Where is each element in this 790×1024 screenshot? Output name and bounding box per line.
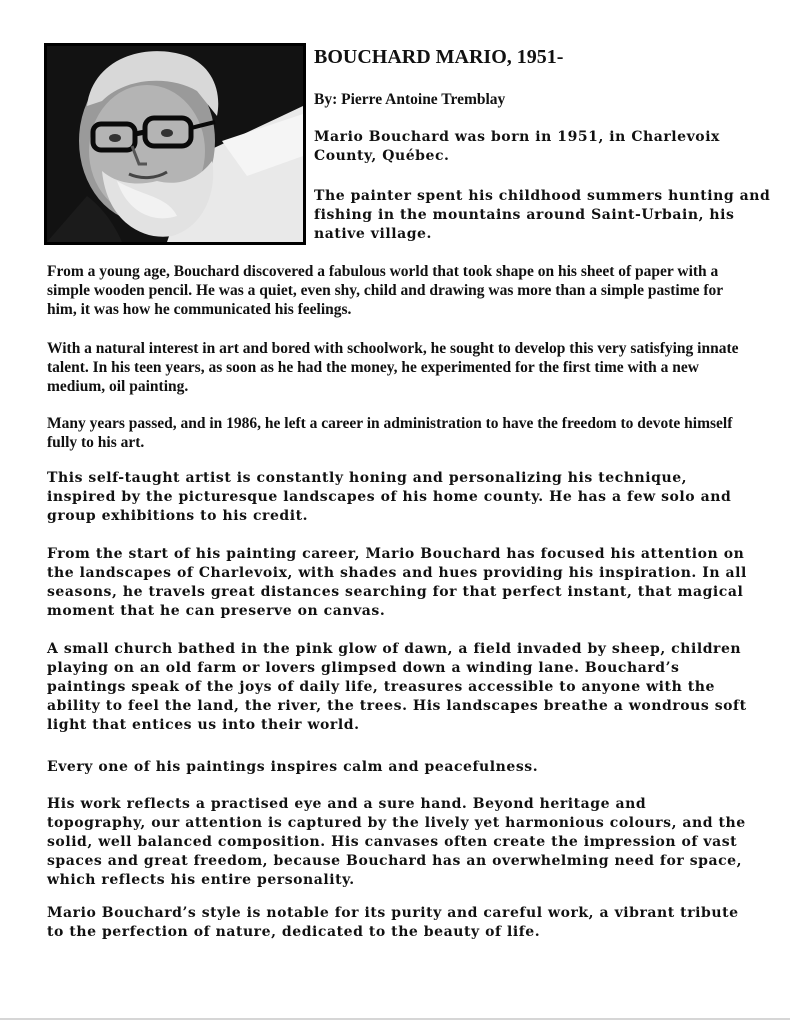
paragraph-natural-interest: With a natural interest in art and bored with schoolwork, he sought to develop this very satisfying innate talent. In his teen years, as soon as he had the money, he experimented for the first time with a new medium, oil painting.: [47, 340, 739, 395]
paragraph-charlevoix-landscapes: From the start of his painting career, Mario Bouchard has focused his attention on the landscapes of Charlevoix, with shades and hues providing his inspiration. In all seasons, he travels great distances searching for that perfect instant, that magical moment that he can preserve on canvas.: [47, 546, 747, 619]
paragraph-career-change: Many years passed, and in 1986, he left a career in administration to have the freedom to devote himself fully to his art.: [47, 415, 733, 451]
article-byline: By: Pierre Antoine Tremblay: [314, 91, 506, 108]
article-title: BOUCHARD MARIO, 1951-: [314, 46, 564, 68]
intro-paragraph-childhood: The painter spent his childhood summers hunting and fishing in the mountains around Saint-Urbain, his native village.: [314, 188, 771, 242]
paragraph-self-taught: This self-taught artist is constantly honing and personalizing his technique, inspired by the picturesque landscapes of his home county. He has a few solo and group exhibitions to his credit.: [47, 470, 732, 524]
paragraph-style: Mario Bouchard’s style is notable for its purity and careful work, a vibrant tribute to the perfection of nature, dedicated to the beauty of life.: [47, 905, 739, 940]
portrait-illustration: [47, 46, 303, 242]
intro-paragraph-birth: Mario Bouchard was born in 1951, in Charlevoix County, Québec.: [314, 129, 720, 164]
paragraph-young-age: From a young age, Bouchard discovered a fabulous world that took shape on his sheet of paper with a simple wooden pencil. He was a quiet, even shy, child and drawing was more than a simple pastime for him, it was how he communicated his feelings.: [47, 263, 723, 318]
page-bottom-edge: [0, 1018, 790, 1020]
paragraph-daily-life: A small church bathed in the pink glow of dawn, a field invaded by sheep, children playing on an old farm or lovers glimpsed down a winding lane. Bouchard’s paintings speak of the joys of daily life, treasures accessible to anyone with the ability to feel the land, the river, the trees. His landscapes breathe a wondrous soft light that entices us into their world.: [47, 641, 747, 733]
artist-portrait-photo: [44, 43, 306, 245]
paragraph-calm: Every one of his paintings inspires calm and peacefulness.: [47, 759, 539, 775]
paragraph-practised-eye: His work reflects a practised eye and a sure hand. Beyond heritage and topography, our attention is captured by the lively yet harmonious colours, and the solid, well balanced composition. His canvases often create the impression of vast spaces and great freedom, because Bouchard has an overwhelming need for space, which reflects his entire personality.: [47, 796, 746, 888]
